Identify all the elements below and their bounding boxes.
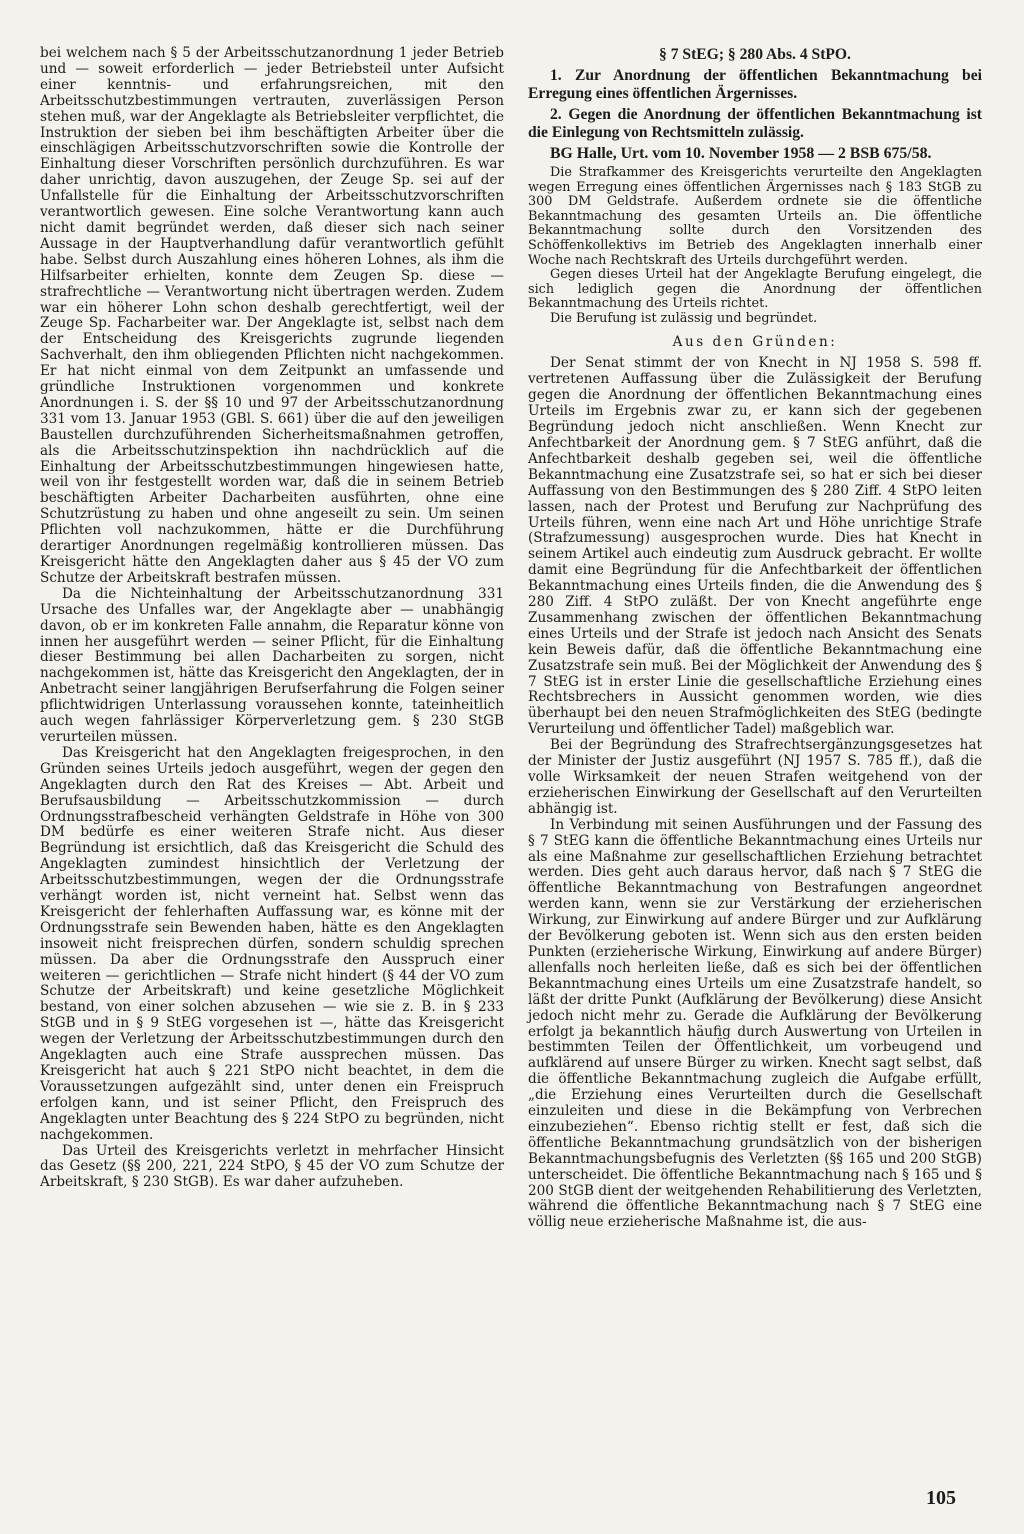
body-paragraph: Da die Nichteinhaltung der Arbeitsschutzanordnung 331 Ursache des Unfalles war, der Angeklagte aber — unabhängig davon, ob er im konkreten Falle annahm, die Reparatur könne von innen her ausgeführt werden — seiner Pflicht, für die Einhaltung dieser Bestimmung bei allen Dacharbeiten zu sorgen, nicht nachgekommen ist, hätte das Kreisgericht den Angeklagten, der in Anbetracht seiner langjährigen Berufserfahrung die Folgen seiner pflichtwidrigen Unterlassung voraussehen konnte, tateinheitlich auch wegen fahrlässiger Körperverletzung gem. § 230 StGB verurteilen müssen.	[40, 585, 504, 745]
headnote-item: 2. Gegen die Anordnung der öffentlichen Bekanntmachung ist die Einlegung von Rechtsmitteln zulässig.	[528, 105, 982, 141]
body-paragraph: bei welchem nach § 5 der Arbeitsschutzanordnung 1 jeder Betrieb und — soweit erforderlich — jeder Betriebsteil unter Aufsicht einer kenntnis- und erfahrungsreichen, mit den Arbeitsschutzbestimmungen vertrauten, zuverlässigen Person stehen muß, war der Angeklagte als Betriebsleiter verpflichtet, die Instruktion der sieben bei ihm beschäftigten Arbeiter über die einschlägigen Arbeitsschutzvorschriften sowie die Kontrolle der Einhaltung dieser Vorschriften persönlich durchzuführen. Es war daher unrichtig, davon auszugehen, der Zeuge Sp. sei auf der Unfallstelle für die Einhaltung der Arbeitsschutzvorschriften verantwortlich gewesen. Eine solche Verantwortung kann auch nicht damit begründet werden, daß dieser sich nach seiner Aussage in der Hauptverhandlung dafür verantwortlich gefühlt habe. Selbst durch Auszahlung eines höheren Lohnes, als ihm die Hilfsarbeiter erhielten, konnte dem Zeugen Sp. diese — strafrechtliche — Verantwortung nicht übertragen werden. Zudem war ein höherer Lohn schon deshalb gerechtfertigt, weil der Zeuge Sp. Facharbeiter war. Der Angeklagte ist, selbst nach dem der Entscheidung des Kreisgerichts zugrunde liegenden Sachverhalt, den ihm obliegenden Pflichten nicht nachgekommen. Er hat nicht einmal von dem Zeitpunkt an umfassende und gründliche Instruktionen vorgenommen und konkrete Anordnungen i. S. der §§ 10 und 97 der Arbeitsschutzanordnung 331 vom 13. Januar 1953 (GBl. S. 661) über die auf den jeweiligen Baustellen durchzuführenden Sicherheitsmaßnahmen getroffen, als die Arbeitsschutzinspektion ihn nachdrücklich auf die Einhaltung der Arbeitsschutzbestimmungen hingewiesen hatte, weil von ihr festgestellt worden war, daß die in seinem Betrieb beschäftigten Arbeiter Dacharbeiten ausführten, ohne eine Schutzrüstung zu haben und ohne angeseilt zu sein. Um seinen Pflichten voll nachzukommen, hätte er die Durchführung derartiger Anordnungen regelmäßig kontrollieren müssen. Das Kreisgericht hätte den Angeklagten daher aus § 45 der VO zum Schutze der Arbeitskraft bestrafen müssen.	[40, 45, 504, 586]
body-paragraph: In Verbindung mit seinen Ausführungen und der Fassung des § 7 StEG kann die öffentliche Bekanntmachung eines Urteils nur als eine Maßnahme zur gesellschaftlichen Erziehung betrachtet werden. Dies geht auch daraus hervor, daß nach § 7 StEG die öffentliche Bekanntmachung von Bestrafungen angeordnet werden kann, wenn sie zur Verstärkung der erzieherischen Wirkung, zur Einwirkung auf andere Bürger und zur Aufklärung der Bevölkerung geboten ist. Wenn sich aus den ersten beiden Punkten (erzieherische Wirkung, Einwirkung auf andere Bürger) allenfalls noch herleiten ließe, daß es sich bei der öffentlichen Bekanntmachung eines Urteils um eine Zusatzstrafe handelt, so läßt der dritte Punkt (Aufklärung der Bevölkerung) diese Ansicht jedoch nicht mehr zu. Gerade die Aufklärung der Bevölkerung erfolgt ja bekanntlich häufig durch Auswertung von Urteilen in bestimmten Teilen der Öffentlichkeit, um vorbeugend und aufklärend auf unsere Bürger zu wirken. Knecht sagt selbst, daß die öffentliche Bekanntmachung zugleich die Aufgabe erfüllt, „die Erziehung eines Verurteilten durch die Gesellschaft einzuleiten und diese in die Bekämpfung von Verbrechen einzubeziehen“. Ebenso richtig stellt er fest, daß sich die öffentliche Bekanntmachung grundsätzlich von der bisherigen Bekanntmachungsbefugnis des Verletzten (§§ 165 und 200 StGB) unterscheidet. Die öffentliche Bekanntmachung nach § 165 und § 200 StGB dient der weitgehenden Rehabilitierung des Verletzten, während die öffentliche Bekanntmachung nach § 7 StEG eine völlig neue erzieherische Maßnahme ist, die aus-	[528, 816, 982, 1231]
headnote-item: 1. Zur Anordnung der öffentlichen Bekanntmachung bei Erregung eines öffentlichen Ärgernisses.	[528, 66, 982, 102]
right-column	[528, 46, 982, 1231]
left-column	[40, 46, 504, 1191]
body-paragraph: Das Kreisgericht hat den Angeklagten freigesprochen, in den Gründen seines Urteils jedoch ausgeführt, wegen der gegen den Angeklagten durch den Rat des Kreises — Abt. Arbeit und Berufsausbildung — Arbeitsschutzkommission — durch Ordnungsstrafbescheid verhängten Geldstrafe in Höhe von 300 DM bedürfe es einer weiteren Strafe nicht. Aus dieser Begründung ist ersichtlich, daß das Kreisgericht die Schuld des Angeklagten zumindest hinsichtlich der Verletzung der Arbeitsschutzbestimmungen, wegen der die Ordnungsstrafe verhängt worden ist, nicht verneint hat. Selbst wenn das Kreisgericht der fehlerhaften Auffassung war, es könne mit der Ordnungsstrafe sein Bewenden haben, hätte es den Angeklagten insoweit nicht freisprechen dürfen, sondern schuldig sprechen müssen. Da aber die Ordnungsstrafe den Ausspruch einer weiteren — gerichtlichen — Strafe nicht hindert (§ 44 der VO zum Schutze der Arbeitskraft) und keine gesetzliche Möglichkeit bestand, von einer solchen abzusehen — wie sie z. B. in § 233 StGB und in § 9 StEG vorgesehen ist —, hätte das Kreisgericht wegen der Verletzung der Arbeitsschutzbestimmungen durch den Angeklagten auch eine Strafe aussprechen müssen. Das Kreisgericht hat auch § 221 StPO nicht beachtet, in dem die Voraussetzungen aufgezählt sind, unter denen ein Freispruch erfolgen kann, und ist seiner Pflicht, den Freispruch des Angeklagten unter Beachtung des § 224 StPO zu begründen, nicht nachgekommen.	[40, 744, 504, 1143]
body-paragraph: Der Senat stimmt der von Knecht in NJ 1958 S. 598 ff. vertretenen Auffassung über die Zulässigkeit der Berufung gegen die Anordnung der öffentlichen Bekanntmachung eines Urteils im Ergebnis zwar zu, er kann sich der gegebenen Begründung jedoch nicht anschließen. Wenn Knecht zur Anfechtbarkeit der Anordnung gem. § 7 StEG anführt, daß die Anfechtbarkeit deshalb gegeben sei, weil die öffentliche Bekanntmachung eine Zusatzstrafe sei, so hat er sich bei dieser Auffassung von den Bestimmungen des § 280 Ziff. 4 StPO leiten lassen, nach der Protest und Berufung zur Nachprüfung des Urteils führen, wenn eine nach Art und Höhe unrichtige Strafe (Strafzumessung) ausgesprochen wurde. Dies hat Knecht in seinem Artikel auch eindeutig zum Ausdruck gebracht. Er wollte damit eine Begründung für die Anfechtbarkeit der öffentlichen Bekanntmachung eines Urteils finden, die die Anwendung des § 280 Ziff. 4 StPO zuläßt. Der von Knecht angeführte enge Zusammenhang zwischen der öffentlichen Bekanntmachung eines Urteils und der Strafe ist jedoch nach Ansicht des Senats kein Beweis dafür, daß die öffentliche Bekanntmachung eine Zusatzstrafe sein muß. Bei der Möglichkeit der Anwendung des § 7 StEG ist in erster Linie die gesellschaftliche Erziehung eines Rechtsbrechers in Aussicht genommen worden, wie dies überhaupt bei den neuen Strafmöglichkeiten des StEG (bedingte Verurteilung und öffentlicher Tadel) maßgeblich war.	[528, 355, 982, 738]
citation-heading: § 7 StEG; § 280 Abs. 4 StPO.	[659, 46, 851, 63]
body-paragraph: Das Urteil des Kreisgerichts verletzt in mehrfacher Hinsicht das Gesetz (§§ 200, 221, 224 StPO, § 45 der VO zum Schutze der Arbeitskraft, § 230 StGB). Es war daher aufzuheben.	[40, 1142, 504, 1191]
section-subheading: Aus den Gründen:	[672, 333, 838, 350]
body-paragraph: Bei der Begründung des Strafrechtsergänzungsgesetzes hat der Minister der Justiz ausgeführt (NJ 1957 S. 785 ff.), daß die volle Wirksamkeit der neuen Strafen weitgehend von der erzieherischen Einwirkung der Gesellschaft auf den Verurteilten abhängig ist.	[528, 737, 982, 817]
page-number: 105	[926, 1487, 956, 1509]
summary-paragraph: Gegen dieses Urteil hat der Angeklagte Berufung eingelegt, die sich lediglich gegen die Anordnung der öffentlichen Bekanntmachung des Urteils richtet.	[528, 267, 982, 312]
court-decision-line: BG Halle, Urt. vom 10. November 1958 — 2 BSB 675/58.	[550, 144, 932, 162]
summary-paragraph: Die Berufung ist zulässig und begründet.	[550, 310, 818, 326]
summary-paragraph: Die Strafkammer des Kreisgerichts verurteilte den Angeklagten wegen Erregung eines öffentlichen Ärgernisses nach § 183 StGB zu 300 DM Geldstrafe. Außerdem ordnete sie die öffentliche Bekanntmachung des gesamten Urteils an. Die öffentliche Bekanntmachung sollte durch den Vorsitzenden des Schöffenkollektivs im Betrieb des Angeklagten innerhalb einer Woche nach Rechtskraft des Urteils durchgeführt werden.	[528, 165, 982, 268]
